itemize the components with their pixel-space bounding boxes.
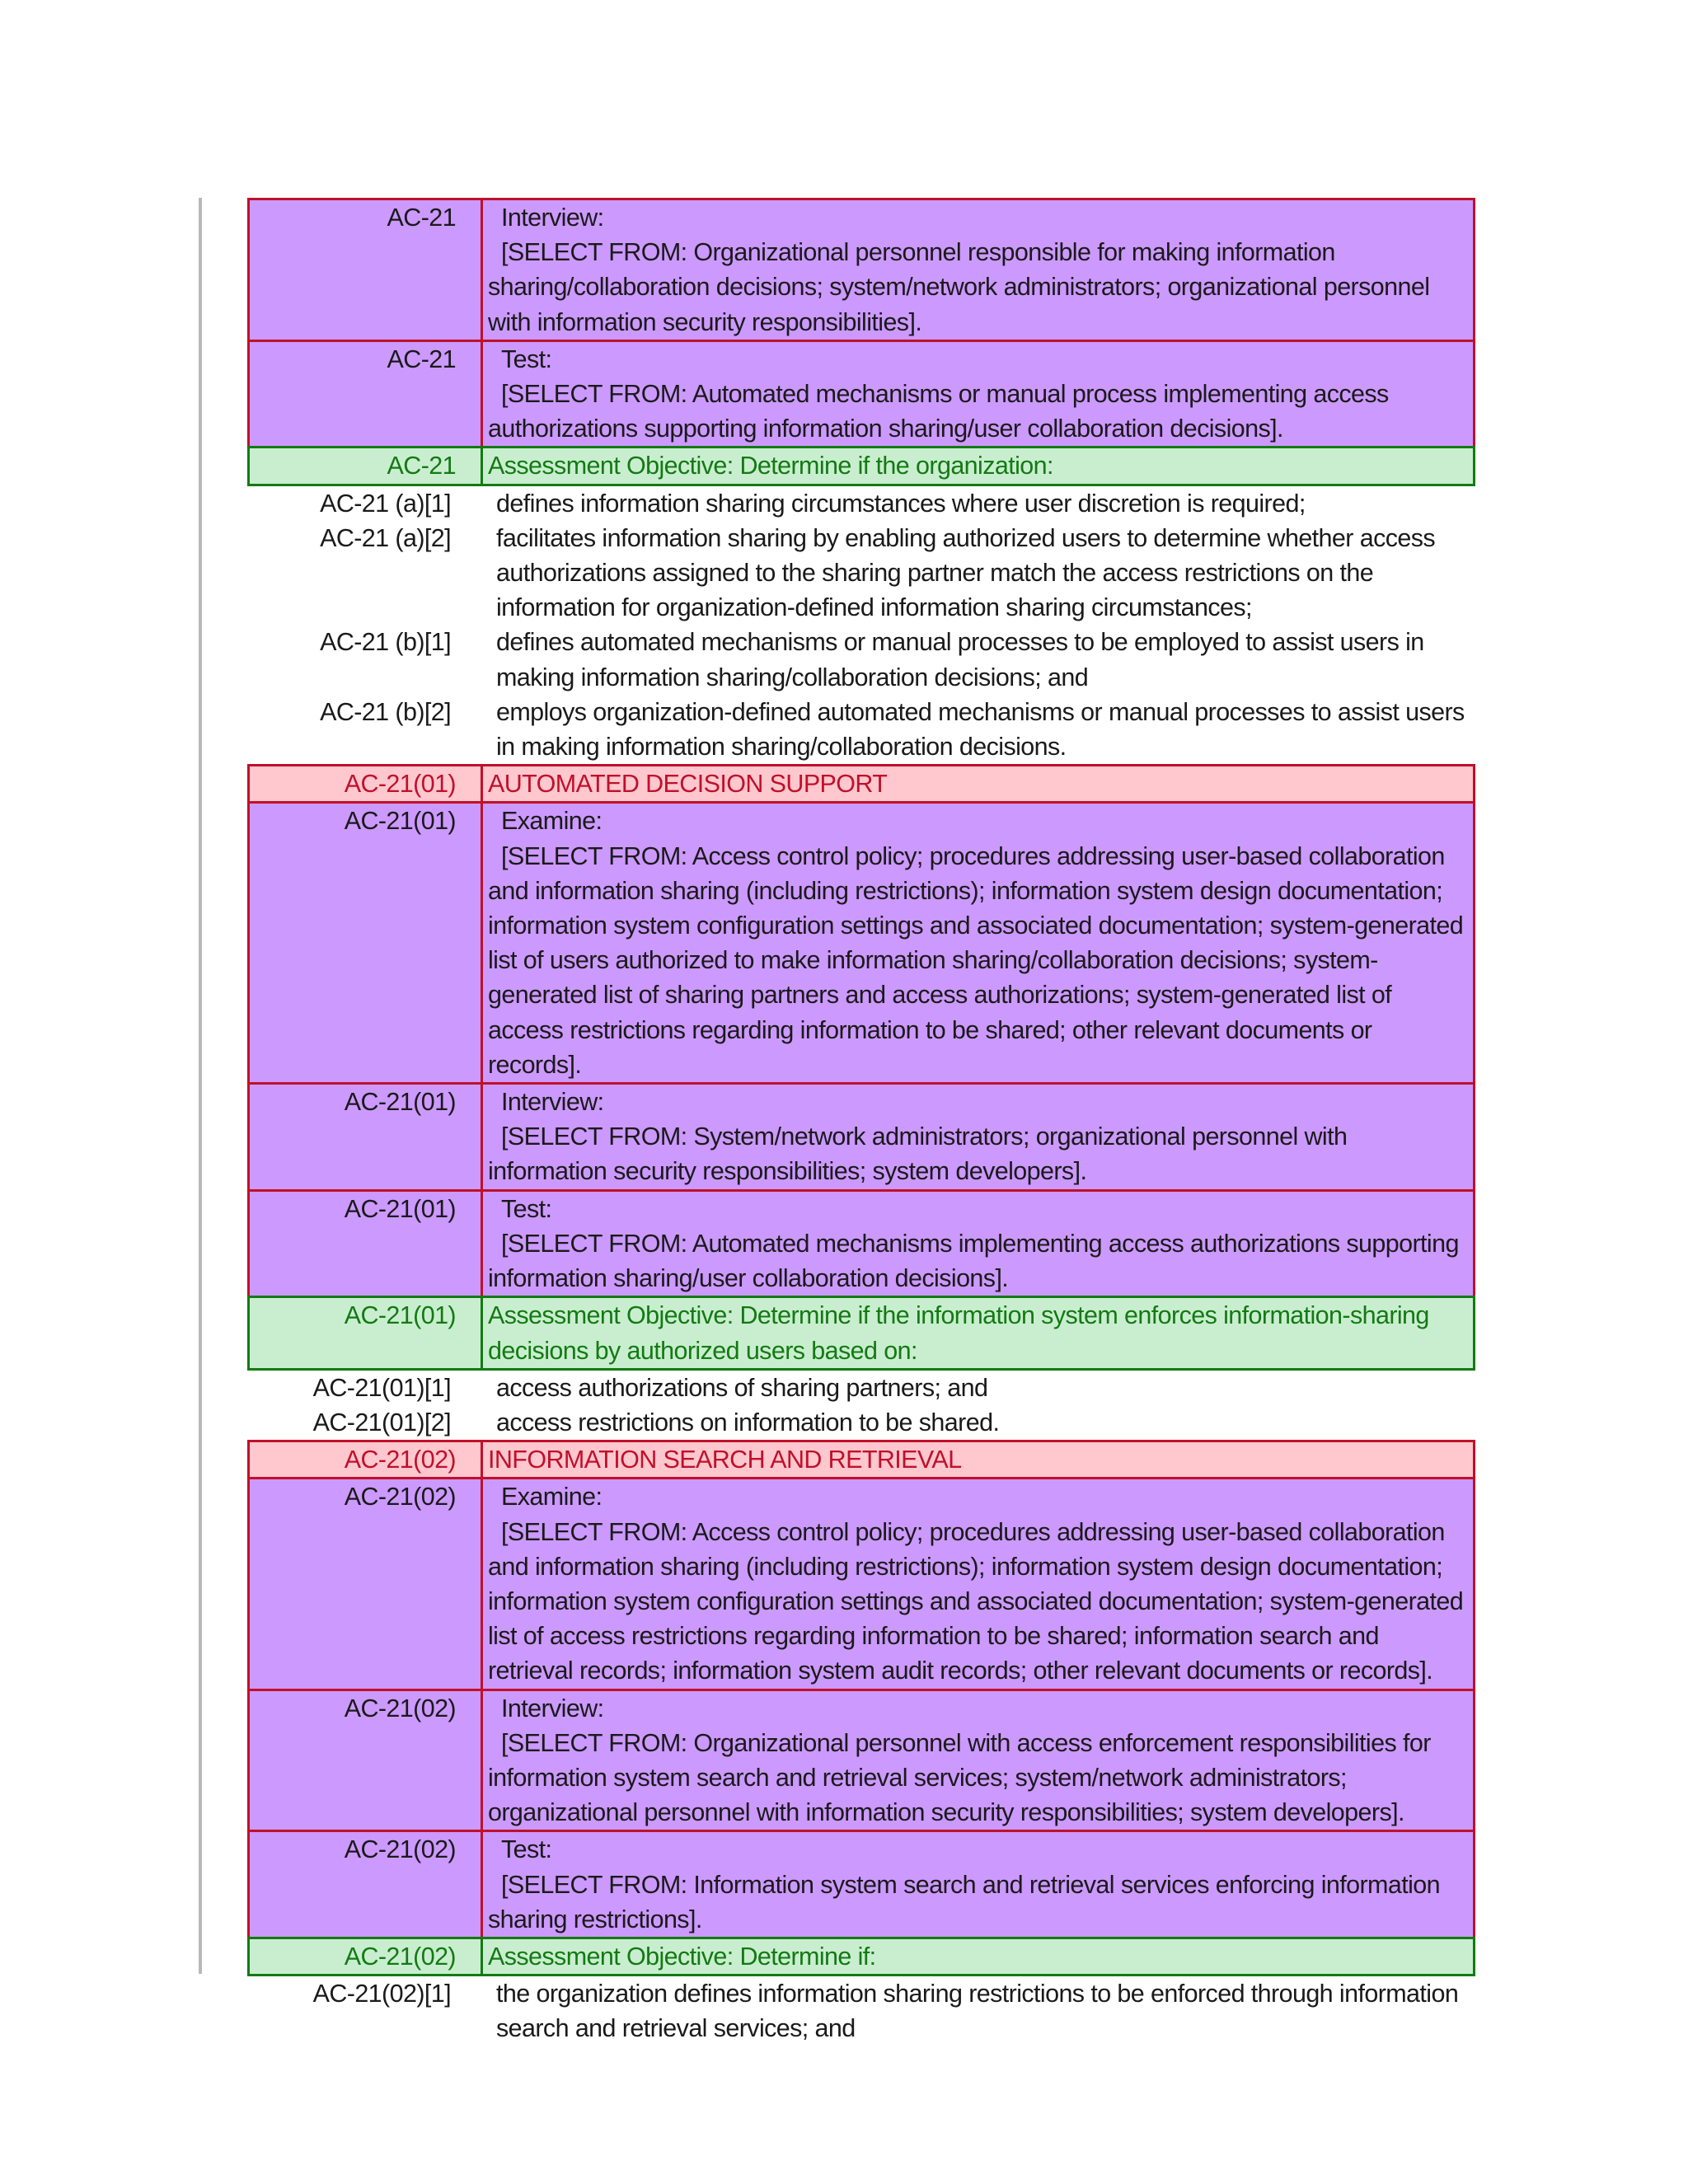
enhancement-title: AUTOMATED DECISION SUPPORT (481, 766, 1473, 801)
method-body: [SELECT FROM: Organizational personnel responsible for making information sharing/collaboration decisions; system/network administrators; organizational personnel with information security responsibilities]. (488, 238, 1430, 336)
method-cell (481, 200, 1473, 340)
determination-code: AC-21 (a)[1] (320, 489, 451, 518)
control-code: AC-21(01) (344, 1301, 456, 1330)
control-code: AC-21 (387, 344, 456, 373)
control-enhancement-row (247, 764, 1475, 801)
control-code: AC-21(02) (344, 1942, 456, 1971)
method-row (247, 1082, 1475, 1189)
method-body: [SELECT FROM: System/network administrators; organizational personnel with information security responsibilities; system developers]. (488, 1122, 1348, 1186)
margin-rule (199, 198, 202, 1974)
control-code: AC-21 (387, 204, 456, 232)
method-name: Interview: (501, 1088, 604, 1117)
determination-text: defines information sharing circumstances where user discretion is required; (496, 489, 1306, 518)
control-code: AC-21 (387, 452, 456, 480)
method-body: [SELECT FROM: Access control policy; procedures addressing user-based collaboration and information sharing (including restrictions); information system design documentation; information system configuration settings and associated documentation; system-generated list of access restrictions regarding information to be shared; information search and retrieval records; information system audit records; other relevant documents or records]. (488, 1517, 1464, 1685)
determination-row (247, 521, 1475, 626)
determination-row (247, 1371, 1475, 1405)
determination-row (247, 1976, 1475, 2046)
method-name: Test: (501, 344, 552, 373)
method-cell (481, 1192, 1473, 1296)
method-row (247, 1689, 1475, 1830)
method-name: Test: (501, 1835, 552, 1864)
method-name: Interview: (501, 204, 604, 232)
objective-text: Assessment Objective: Determine if: (481, 1939, 1473, 1974)
determination-code: AC-21 (a)[2] (320, 523, 451, 552)
objective-text: Assessment Objective: Determine if the organization: (481, 448, 1473, 483)
determination-row (247, 625, 1475, 694)
method-row (247, 1830, 1475, 1937)
determination-text: employs organization-defined automated mechanisms or manual processes to assist users in making information sharing/collaboration decisions. (496, 697, 1465, 762)
assessment-objective-row (247, 1937, 1475, 1976)
control-code: AC-21(01) (344, 1088, 456, 1117)
method-name: Examine: (501, 807, 603, 836)
method-body: [SELECT FROM: Automated mechanisms implementing access authorizations supporting information sharing/user collaboration decisions]. (488, 1229, 1459, 1293)
method-body: [SELECT FROM: Access control policy; procedures addressing user-based collaboration and information sharing (including restrictions); information system design documentation; information system configuration settings and associated documentation; system-generated list of users authorized to make information sharing/collaboration decisions; system-generated list of sharing partners and access authorizations; system-generated list of access restrictions regarding information to be shared; other relevant documents or records]. (488, 841, 1464, 1079)
control-code: AC-21(01) (344, 770, 456, 799)
determination-text: access authorizations of sharing partners; and (496, 1373, 988, 1402)
method-body: [SELECT FROM: Information system search and retrieval services enforcing information sharing restrictions]. (488, 1870, 1440, 1933)
determination-text: the organization defines information sharing restrictions to be enforced through information search and retrieval services; and (496, 1980, 1459, 2043)
method-name: Interview: (501, 1694, 604, 1722)
determination-code: AC-21(01)[2] (312, 1408, 451, 1436)
control-code: AC-21(02) (344, 1483, 456, 1511)
determination-row (247, 1405, 1475, 1440)
method-cell (481, 1832, 1473, 1937)
determination-text: access restrictions on information to be shared. (496, 1408, 1000, 1436)
assessment-objective-row (247, 446, 1475, 485)
method-cell (481, 342, 1473, 447)
determination-code: AC-21 (b)[2] (320, 697, 451, 726)
method-row (247, 340, 1475, 447)
method-name: Examine: (501, 1483, 603, 1511)
method-cell (481, 1085, 1473, 1189)
method-name: Test: (501, 1194, 552, 1223)
control-code: AC-21(02) (344, 1694, 456, 1722)
control-code: AC-21(02) (344, 1446, 456, 1474)
enhancement-title: INFORMATION SEARCH AND RETRIEVAL (481, 1442, 1473, 1477)
assessment-objective-row (247, 1296, 1475, 1370)
method-body: [SELECT FROM: Organizational personnel with access enforcement responsibilities for information system search and retrieval services; system/network administrators; organizational personnel with information security responsibilities; system developers]. (488, 1728, 1431, 1827)
assessment-table (247, 198, 1475, 2046)
method-row (247, 1189, 1475, 1296)
method-body: [SELECT FROM: Automated mechanisms or manual process implementing access authorizations supporting information sharing/user collaboration decisions]. (488, 380, 1389, 443)
determination-text: defines automated mechanisms or manual processes to be employed to assist users in making information sharing/collaboration decisions; and (496, 628, 1424, 691)
determination-text: facilitates information sharing by enabling authorized users to determine whether access authorizations assigned to the sharing partner match the access restrictions on the information for organization-defined information sharing circumstances; (496, 523, 1436, 622)
method-row (247, 801, 1475, 1082)
control-enhancement-row (247, 1440, 1475, 1477)
determination-code: AC-21 (b)[1] (320, 628, 451, 657)
determination-code: AC-21(02)[1] (312, 1980, 451, 2008)
determination-code: AC-21(01)[1] (312, 1373, 451, 1402)
objective-text: Assessment Objective: Determine if the information system enforces information-sharing decisions by authorized users based on: (481, 1298, 1473, 1367)
method-cell (481, 1691, 1473, 1830)
control-code: AC-21(02) (344, 1835, 456, 1864)
control-code: AC-21(01) (344, 807, 456, 836)
method-cell (481, 1479, 1473, 1688)
determination-row (247, 695, 1475, 764)
method-cell (481, 804, 1473, 1082)
method-row (247, 1477, 1475, 1688)
determination-row (247, 486, 1475, 521)
control-code: AC-21(01) (344, 1194, 456, 1223)
method-row (247, 198, 1475, 340)
